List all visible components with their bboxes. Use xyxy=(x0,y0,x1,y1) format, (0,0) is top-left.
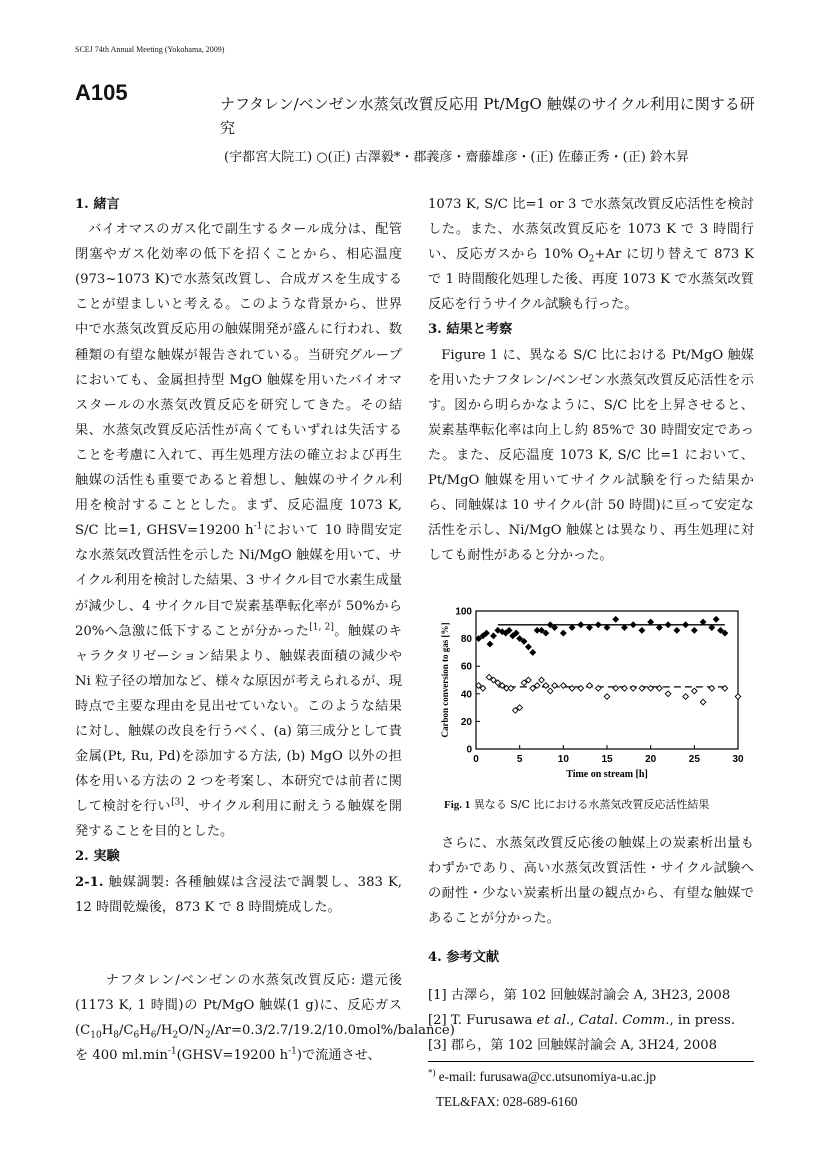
data-point-series-1 xyxy=(595,622,601,628)
y-axis-label: Carbon conversion to gas [%] xyxy=(440,622,450,738)
data-point-series-1 xyxy=(700,619,706,625)
data-point-series-1 xyxy=(569,625,575,631)
y-tick-label: 40 xyxy=(460,689,472,701)
contact-tel: TEL&FAX: 028-689-6160 xyxy=(436,1094,578,1110)
right-column xyxy=(428,192,754,568)
citation-1-2: [1, 2] xyxy=(309,622,334,633)
data-point-series-2 xyxy=(604,694,610,700)
data-point-series-1 xyxy=(630,622,636,628)
x-tick-label: 25 xyxy=(688,754,700,765)
subsection-2-2-left-part: ナフタレン/ベンゼンの水蒸気改質反応: 還元後(1173 K, 1 時間)の Pt/MgO 触媒(1 g)に、反応ガス$(C_{10}H_8/C_6H_6/H_2O/N_2/Ar=0.3/2.7/19.2/10.0mol\%/balance)$を 400 $ml.\min^{-1}(GHSV=19200$ $h^{-1}$)で流通させ、 xyxy=(75,973,455,1064)
section-heading-experimental: 2. 実験 xyxy=(75,849,120,865)
data-point-series-1 xyxy=(587,625,593,631)
x-tick-label: 20 xyxy=(645,754,657,765)
footnote-mark: *) xyxy=(428,1067,436,1078)
data-point-series-1 xyxy=(665,622,671,628)
data-point-series-1 xyxy=(491,633,497,639)
citation-3: [3] xyxy=(171,797,184,808)
figure-caption xyxy=(444,796,764,812)
results-paragraph: Figure 1 に、異なる S/C 比における Pt/MgO 触媒を用いたナフタレン/ベンゼン水蒸気改質反応活性を示す。図から明らかなように、S/C 比を上昇させると、炭素基準転化率は向上し約 85%で 30 時間安定であった。また、反応温度 1073 K, S/C 比=1 において、Pt/MgO 触媒を用いてサイクル試験を行った結果から、同触媒は 10 サイクル(計 50 時間)に亘って安定な活性を示し、Ni/MgO 触媒とは異なり、再生処理に対しても耐性があると分かった。 xyxy=(428,347,754,564)
figure-caption-text: 異なる S/C 比における水蒸気改質反応活性結果 xyxy=(470,798,710,811)
paper-title: ナフタレン/ベンゼン水蒸気改質反応用 Pt/MgO 触媒のサイクル利用に関する研究 xyxy=(220,95,755,137)
data-point-series-2 xyxy=(665,691,671,697)
y-tick-label: 0 xyxy=(466,744,472,756)
reference-2: [2] T. Furusawa et al., Catal. Comm., in press. xyxy=(428,1013,736,1029)
intro-paragraph xyxy=(75,217,402,844)
data-point-series-1 xyxy=(604,625,610,631)
section-heading-results: 3. 結果と考察 xyxy=(428,322,513,338)
x-axis-label: Time on stream [h] xyxy=(566,769,648,780)
x-tick-label: 30 xyxy=(732,754,744,765)
unit-superscript: -1 xyxy=(253,521,263,532)
data-point-series-1 xyxy=(487,641,493,647)
data-point-series-1 xyxy=(674,628,680,634)
reference-3: [3] 郡ら，第 102 回触媒討論会 A, 3H24, 2008 xyxy=(428,1038,718,1054)
section-heading-references: 4. 参考文献 xyxy=(428,949,500,965)
intro-text-b: において 10 時間安定な水蒸気改質活性を示した Ni/MgO 触媒を用いて、サイクル利用を検討した結果、3 サイクル目で水素生成量が減少し、4 サイクル目で炭素基準転化率が 50%から 20%へ急激に低下することが分かった xyxy=(75,523,402,639)
data-point-series-1 xyxy=(683,622,689,628)
x-tick-label: 0 xyxy=(473,754,479,765)
intro-text-a: バイオマスのガス化で副生するタール成分は、配管閉塞やガス化効率の低下を招くことから、相応温度(973~1073 K)で水蒸気改質し、合成ガスを生成することが望ましいと考える。このような背景から、世界中で水蒸気改質反応用の触媒開発が盛んに行われ、数種類の有望な触媒が報告されている。当研究グループにおいても、金属担持型 MgO 触媒を用いたバイオマスタールの水蒸気改質反応を研究してきた。その結果、水蒸気改質反応活性が高くてもいずれは失活することを考慮に入れて、再生処理方法の確立および再生触媒の活性も重要であると着想し、触媒のサイクル利用を検討することとした。まず、反応温度 1073 K, S/C 比=1, GHSV=19200 h xyxy=(75,222,402,539)
figure-1-chart xyxy=(436,603,756,798)
section-heading-intro: 1. 緒言 xyxy=(75,197,120,212)
data-point-series-1 xyxy=(639,628,645,634)
data-point-series-1 xyxy=(561,630,567,636)
data-point-series-1 xyxy=(613,616,619,622)
data-point-series-2 xyxy=(700,699,706,705)
x-tick-label: 15 xyxy=(601,754,613,765)
subsection-2-1 xyxy=(75,870,402,920)
intro-text-c: 。触媒のキャラクタリゼーション結果より、触媒表面積の減少や Ni 粒子径の増加など、様々な原因が考えられるが、現時点で主要な理由を見出せていない。このような結果に対し、触媒の改良を行うべく、(a) 第三成分として貴金属(Pt, Ru, Pd)を添加する方法, (b) MgO 以外の担体を用いる方法の 2 つを考案し、本研究では前者に関して検討を行い xyxy=(75,623,402,815)
data-point-series-1 xyxy=(709,625,715,631)
data-point-series-2 xyxy=(547,688,553,694)
y-tick-label: 80 xyxy=(460,634,472,646)
left-column xyxy=(75,192,402,920)
data-point-series-2 xyxy=(735,694,741,700)
contact-email: e-mail: furusawa@cc.utsunomiya-u.ac.jp xyxy=(435,1069,657,1085)
data-point-series-1 xyxy=(622,625,628,631)
data-point-series-1 xyxy=(692,628,698,634)
y-tick-label: 60 xyxy=(460,661,472,673)
experimental-continued: 1073 K, S/C 比=1 or 3 で水蒸気改質反応活性を検討した。また、水蒸気改質反応を 1073 K で 3 時間行い、反応ガスから 10% $O_2+Ar$ に切り替えて 873 K で 1 時間酸化処理した後、再度 1073 K で水蒸気改質反応を行うサイクル試験も行った。 xyxy=(428,197,754,313)
results-paragraph-2: さらに、水蒸気改質反応後の触媒上の炭素析出量もわずかであり、高い水蒸気改質活性・サイクル試験への耐性・少ない炭素析出量の観点から、有望な触媒であることが分かった。 xyxy=(428,836,754,927)
footnote xyxy=(428,1061,754,1114)
subsection-2-1-label: 2-1. xyxy=(75,874,104,890)
running-header: SCEJ 74th Annual Meeting (Yokohama, 2009) xyxy=(75,45,225,54)
intro-text-d: 、サイクル利用に耐えうる触媒を開発することを目的とした。 xyxy=(75,799,402,840)
figure-caption-label: Fig. 1 xyxy=(444,799,471,811)
y-tick-label: 100 xyxy=(455,606,472,618)
data-point-series-1 xyxy=(713,616,719,622)
author-list: (宇都宮大院工) ○(正) 古澤毅*・郡義彦・齋藤雄彦・(正) 佐藤正秀・(正) 鈴木昇 xyxy=(224,150,689,165)
right-column-lower xyxy=(428,818,754,1115)
x-tick-label: 5 xyxy=(516,754,523,765)
abstract-code: A105 xyxy=(75,80,128,105)
subsection-2-1-text: 触媒調製: 各種触媒は含浸法で調製し、383 K, 12 時間乾燥後，873 K で 8 時間焼成した。 xyxy=(75,874,402,915)
data-point-series-1 xyxy=(530,650,536,656)
data-point-series-2 xyxy=(683,694,689,700)
data-point-series-1 xyxy=(648,619,654,625)
data-point-series-2 xyxy=(692,688,698,694)
data-point-series-1 xyxy=(657,625,663,631)
data-point-series-2 xyxy=(539,677,545,683)
data-point-series-1 xyxy=(526,644,532,650)
y-tick-label: 20 xyxy=(460,716,472,728)
reference-1: [1] 古澤ら，第 102 回触媒討論会 A, 3H23, 2008 xyxy=(428,988,731,1004)
data-point-series-1 xyxy=(578,622,584,628)
x-tick-label: 10 xyxy=(557,754,569,765)
